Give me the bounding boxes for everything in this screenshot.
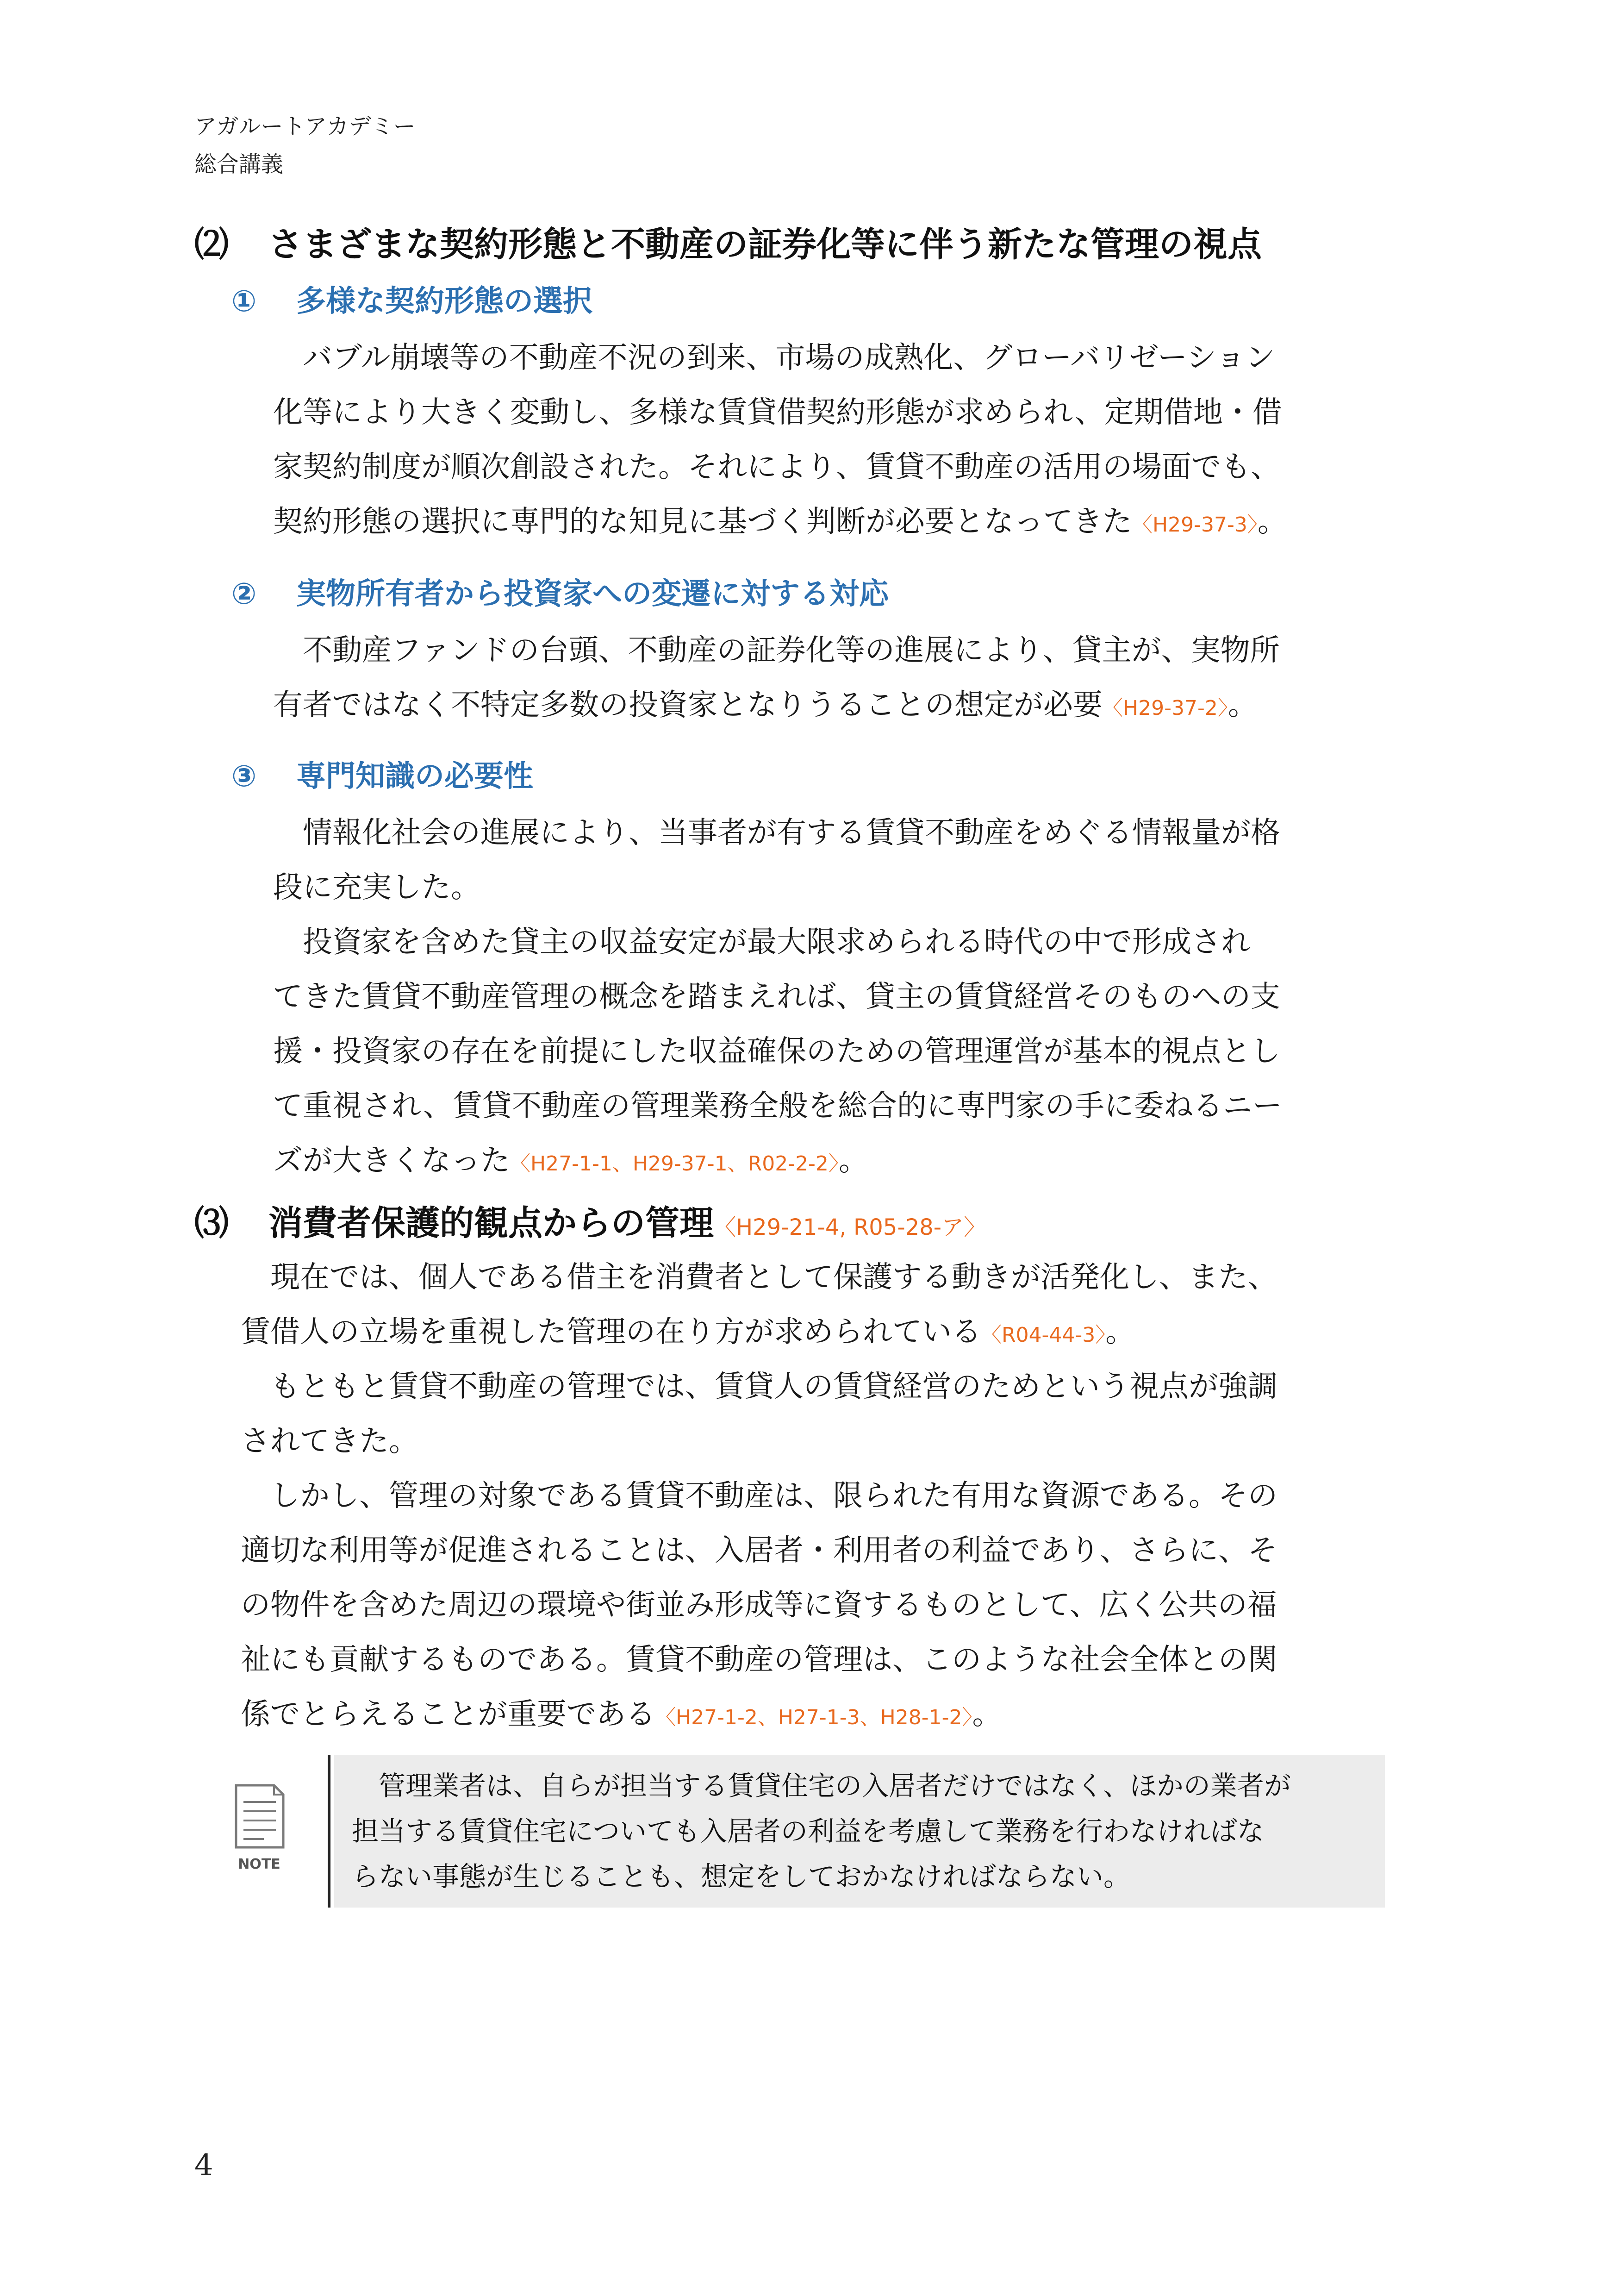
subsection-2-3-title: 専門知識の必要性 (296, 759, 533, 794)
paragraph-2-3a (273, 806, 1384, 915)
subsection-2-2-number: ② (231, 577, 257, 611)
text-line: 賃借人の立場を重視した管理の在り方が求められている (241, 1315, 981, 1349)
exam-reference: 〈R04-44-3〉 (981, 1323, 1106, 1347)
running-header (194, 107, 416, 183)
text-end: 。 (1257, 505, 1287, 539)
paragraph-2-3b (273, 915, 1384, 1191)
text-line: バブル崩壊等の不動産不況の到来、市場の成熟化、グローバリゼーション (303, 341, 1275, 375)
paragraph-3-1 (241, 1250, 1384, 1363)
text-line: 段に充実した。 (273, 870, 480, 905)
note-line: 担当する賃貸住宅についても入居者の利益を考慮して業務を行わなければな (352, 1815, 1264, 1847)
exam-reference: 〈H29-37-3〉 (1132, 513, 1258, 537)
text-line: 有者ではなく不特定多数の投資家となりうることの想定が必要 (273, 688, 1103, 722)
section-3-heading (194, 1200, 986, 1251)
subsection-2-3-number: ③ (231, 759, 257, 794)
paragraph-3-3 (241, 1469, 1384, 1745)
text-line: てきた賃貸不動産管理の概念を踏まえれば、貸主の賃貸経営そのものへの支 (273, 980, 1280, 1014)
subsection-2-1-heading (231, 281, 592, 322)
note-line: 管理業者は、自らが担当する賃貸住宅の入居者だけではなく、ほかの業者が (379, 1770, 1291, 1802)
text-line: て重視され、賃貸不動産の管理業務全般を総合的に専門家の手に委ねるニー (273, 1089, 1282, 1123)
text-end: 。 (1105, 1315, 1135, 1349)
text-end: 。 (838, 1144, 868, 1178)
section-2-number: ⑵ (194, 225, 229, 264)
section-2-title: さまざまな契約形態と不動産の証券化等に伴う新たな管理の視点 (268, 225, 1262, 264)
text-line: 係でとらえることが重要である (241, 1697, 655, 1732)
text-end: 。 (1227, 688, 1258, 722)
paragraph-2-1 (273, 331, 1384, 552)
text-line: の物件を含めた周辺の環境や街並み形成等に資するものとして、広く公共の福 (241, 1588, 1277, 1622)
subsection-2-3-heading (231, 756, 533, 797)
subsection-2-1-title: 多様な契約形態の選択 (296, 284, 592, 319)
text-line: 投資家を含めた貸主の収益安定が最大限求められる時代の中で形成され (303, 925, 1251, 959)
text-line: ズが大きくなった (273, 1144, 510, 1178)
exam-reference: 〈H27-1-1、H29-37-1、R02-2-2〉 (510, 1152, 839, 1176)
exam-reference: 〈H29-21-4, R05-28-ア〉 (714, 1214, 986, 1240)
text-line: 現在では、個人である借主を消費者として保護する動きが活発化し、また、 (270, 1260, 1277, 1295)
paragraph-2-2 (273, 623, 1384, 736)
subsection-2-2-title: 実物所有者から投資家への変遷に対する対応 (296, 577, 889, 611)
text-end: 。 (972, 1697, 1002, 1732)
text-line: 適切な利用等が促進されることは、入居者・利用者の利益であり、さらに、そ (241, 1533, 1277, 1568)
exam-reference: 〈H29-37-2〉 (1103, 696, 1228, 720)
section-3-number: ⑶ (194, 1203, 229, 1243)
text-line: 情報化社会の進展により、当事者が有する賃貸不動産をめぐる情報量が格 (303, 816, 1280, 850)
section-2-heading (194, 221, 1262, 268)
note-line: らない事態が生じることも、想定をしておかなければならない。 (352, 1861, 1131, 1892)
section-3-title: 消費者保護的観点からの管理 (268, 1203, 714, 1243)
note-text (352, 1763, 1291, 1899)
subsection-2-1-number: ① (231, 284, 257, 319)
text-line: もともと賃貸不動産の管理では、賃貸人の賃貸経営のためという視点が強調 (270, 1370, 1277, 1404)
text-line: 援・投資家の存在を前提にした収益確保のための管理運営が基本的視点とし (273, 1034, 1280, 1069)
text-line: されてきた。 (241, 1424, 418, 1458)
header-publisher: アガルートアカデミー (194, 113, 416, 139)
text-line: 契約形態の選択に専門的な知見に基づく判断が必要となってきた (273, 505, 1132, 539)
text-line: 祉にも貢献するものである。賃貸不動産の管理は、このような社会全体との関 (241, 1643, 1277, 1677)
header-course: 総合講義 (194, 151, 284, 177)
page-number: 4 (194, 2148, 213, 2183)
text-line: しかし、管理の対象である賃貸不動産は、限られた有用な資源である。その (270, 1479, 1277, 1513)
exam-reference: 〈H27-1-2、H27-1-3、H28-1-2〉 (655, 1706, 972, 1729)
text-line: 家契約制度が順次創設された。それにより、賃貸不動産の活用の場面でも、 (273, 450, 1280, 484)
note-divider (328, 1755, 330, 1908)
note-icon (231, 1783, 287, 1875)
subsection-2-2-heading (231, 573, 889, 615)
text-line: 化等により大きく変動し、多様な賃貸借契約形態が求められ、定期借地・借 (273, 395, 1282, 430)
note-label: NOTE (238, 1856, 280, 1872)
paragraph-3-2 (241, 1359, 1384, 1469)
text-line: 不動産ファンドの台頭、不動産の証券化等の進展により、貸主が、実物所 (303, 633, 1280, 668)
